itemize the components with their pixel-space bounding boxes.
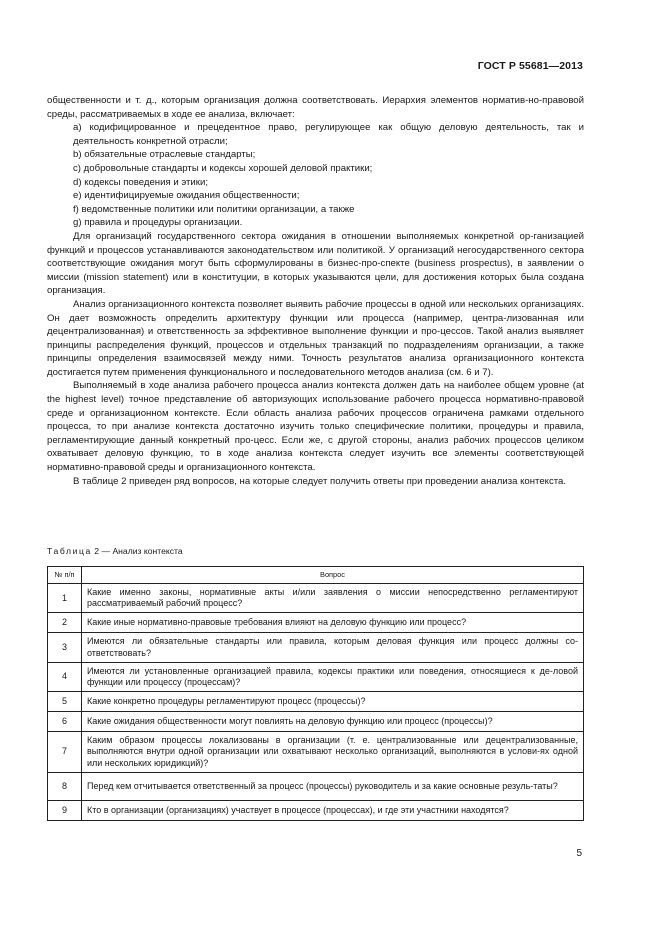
row-question: Перед кем отчитывается ответственный за процесс (процессы) руководитель и за какие основные резуль-таты? bbox=[82, 772, 584, 800]
row-number: 1 bbox=[48, 584, 82, 613]
row-question: Кто в организации (организациях) участвует в процессе (процессах), и где эти участники находятся? bbox=[82, 800, 584, 820]
row-question: Имеются ли установленные организацией правила, кодексы практики или поведения, относящиеся к де-ловой функции или процессу (процессам)? bbox=[82, 662, 584, 691]
table-row bbox=[48, 800, 584, 820]
row-question: Имеются ли обязательные стандарты или правила, которым деловая функция или процесс должны со-ответствовать? bbox=[82, 633, 584, 662]
row-question: Каким образом процессы локализованы в организации (т. е. централизованные или децентрализованные, выполняются внутри одной организации или охватывают несколько организаций, выполняются в услови-ях одной или нескольких юридикций)? bbox=[82, 732, 584, 773]
row-question: Какие именно законы, нормативные акты и/или заявления о миссии непосредственно регламентируют рассматриваемый рабочий процесс? bbox=[82, 584, 584, 613]
paragraph: Выполняемый в ходе анализа рабочего процесса анализ контекста должен дать на наиболее общем уровне (at the highest level) точное представление об авторизующих использование рабочего процесса нормативно-правовой среде и организационном контексте. Если область анализа рабочих процессов ограничена рамками отдельного процесса, то при анализе контекста достаточно изучить только специфические политики, процедуры и правила, регламентирующие данный конкретный про-цесс. Если же, с другой стороны, анализ рабочих процессов целиком охватывает деловую функцию, то в ходе анализа контекста следует изучить все элементы соответствующей нормативно-правовой среды и организационного контекста. bbox=[47, 380, 584, 474]
header-cell-number: № п/п bbox=[48, 567, 82, 584]
list-item: е) идентифицируемые ожидания общественности; bbox=[73, 190, 300, 202]
list-item: b) обязательные отраслевые стандарты; bbox=[73, 149, 256, 161]
row-number: 3 bbox=[48, 633, 82, 662]
paragraph: Для организаций государственного сектора ожидания в отношении выполняемых конкретной ор-ганизацией функций и процессов устанавливаются законодательством или политикой. У организаций негосударственного сектора соответствующие ожидания могут быть сформулированы в бизнес-про-спекте (business prospectus), в заявлении о миссии (mission statement) или в конституции, в которых указываются цели, для достижения которых была создана организация. bbox=[47, 230, 584, 297]
body-text bbox=[47, 94, 584, 488]
table-row bbox=[48, 692, 584, 712]
table-caption bbox=[47, 546, 183, 556]
table-caption-word: Таблица bbox=[47, 546, 92, 556]
table-row bbox=[48, 712, 584, 732]
list-item: f) ведомственные политики или политики организации, а также bbox=[73, 203, 355, 215]
header-cell-question: Вопрос bbox=[82, 567, 584, 584]
context-analysis-table bbox=[47, 566, 584, 821]
table-row bbox=[48, 662, 584, 691]
page-number: 5 bbox=[576, 848, 582, 859]
list-item: c) добровольные стандарты и кодексы хорошей деловой практики; bbox=[73, 162, 373, 174]
list-item: g) правила и процедуры организации. bbox=[73, 217, 243, 229]
table-row bbox=[48, 613, 584, 633]
row-number: 9 bbox=[48, 800, 82, 820]
row-number: 2 bbox=[48, 613, 82, 633]
list-item: а) кодифицированное и прецедентное право, регулирующее как общую деловую деятельность, так и деятельность конкретной отрасли; bbox=[73, 122, 584, 147]
row-question: Какие иные нормативно-правовые требования влияют на деловую функцию или процесс? bbox=[82, 613, 584, 633]
row-number: 7 bbox=[48, 732, 82, 773]
table-header-row bbox=[48, 567, 584, 584]
table-row bbox=[48, 732, 584, 773]
table-row bbox=[48, 633, 584, 662]
row-question: Какие конкретно процедуры регламентируют процесс (процессы)? bbox=[82, 692, 584, 712]
row-number: 4 bbox=[48, 662, 82, 691]
row-number: 5 bbox=[48, 692, 82, 712]
table-row bbox=[48, 584, 584, 613]
paragraph: общественности и т. д., которым организация должна соответствовать. Иерархия элементов норматив-но-правовой среды, рассматриваемых в ходе ее анализа, включает: bbox=[47, 95, 584, 120]
paragraph: Анализ организационного контекста позволяет выявить рабочие процессы в одной или нескольких организациях. Он дает возможность определить архитектуру функции или процесса (например, центра-лизованная или децентрализованная) и ответственность за эффективное выполнение функции и про-цессов. Такой анализ выявляет принципы распределения функций, процессов и отдельных транзакций по подразделениям организации, а также принципы определения взаимосвязей между ними. Точность результатов анализа организационного контекста достигается путем применения функционального и последовательного методов анализа (см. 6 и 7). bbox=[47, 298, 584, 378]
paragraph: В таблице 2 приведен ряд вопросов, на которые следует получить ответы при проведении анализа контекста. bbox=[73, 475, 567, 487]
row-number: 8 bbox=[48, 772, 82, 800]
list-item: d) кодексы поведения и этики; bbox=[73, 176, 209, 188]
standard-header: ГОСТ Р 55681—2013 bbox=[477, 60, 583, 72]
row-question: Какие ожидания общественности могут повлиять на деловую функцию или процесс (процессы)? bbox=[82, 712, 584, 732]
table-caption-title: 2 — Анализ контекста bbox=[91, 546, 183, 556]
table-row bbox=[48, 772, 584, 800]
row-number: 6 bbox=[48, 712, 82, 732]
